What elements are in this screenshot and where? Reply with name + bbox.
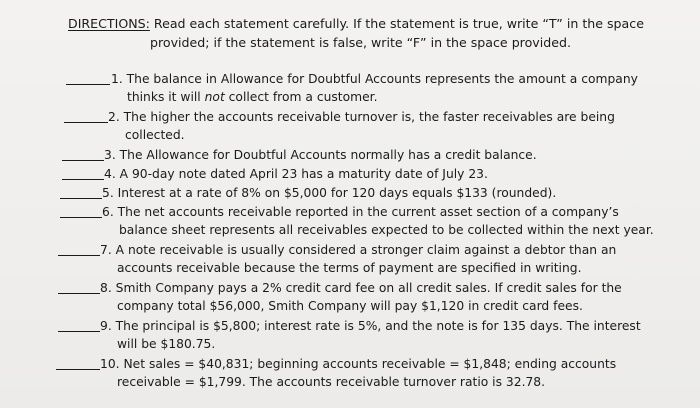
statement-2-line-2: collected. [125, 128, 185, 142]
answer-blank-7[interactable] [58, 255, 100, 256]
statement-number-2: 2. [108, 110, 120, 124]
statement-9-line-1: The principal is $5,800; interest rate is 5%, and the note is for 135 days. The interest [115, 319, 641, 333]
statement-1-line-1: The balance in Allowance for Doubtful Accounts represents the amount a company [126, 72, 638, 86]
emphasis-not: not [204, 90, 225, 104]
statement-number-6: 6. [102, 205, 114, 219]
answer-blank-8[interactable] [58, 293, 100, 294]
answer-blank-3[interactable] [62, 160, 104, 161]
answer-blank-10[interactable] [56, 369, 100, 370]
statement-5-line-1: Interest at a rate of 8% on $5,000 for 120 days equals $133 (rounded). [117, 186, 557, 200]
statement-8-line-1: Smith Company pays a 2% credit card fee on all credit sales. If credit sales for the [115, 281, 622, 295]
answer-blank-9[interactable] [58, 331, 100, 332]
directions-text-1: Read each statement carefully. If the statement is true, write “T” in the space [149, 16, 644, 31]
answer-blank-4[interactable] [62, 179, 104, 180]
statement-8-line-2: company total $56,000, Smith Company will pay $1,120 in credit card fees. [117, 299, 583, 313]
statement-6-line-1: The net accounts receivable reported in the current asset section of a company’s [117, 205, 619, 219]
statement-4-line-1: A 90-day note dated April 23 has a maturity date of July 23. [119, 167, 488, 181]
statement-number-8: 8. [100, 281, 112, 295]
answer-blank-2[interactable] [64, 122, 108, 123]
statement-2-line-1: The higher the accounts receivable turnover is, the faster receivables are being [123, 110, 615, 124]
statement-number-5: 5. [102, 186, 114, 200]
statement-9-line-2: will be $180.75. [117, 337, 216, 351]
directions-line-2: provided; if the statement is false, write “F” in the space provided. [150, 35, 571, 50]
statement-number-3: 3. [104, 148, 116, 162]
statement-number-1: 1. [111, 72, 123, 86]
statement-number-9: 9. [100, 319, 112, 333]
statement-number-4: 4. [104, 167, 116, 181]
statement-number-10: 10. [100, 357, 120, 371]
statement-10-line-1: Net sales = $40,831; beginning accounts receivable = $1,848; ending accounts [123, 357, 617, 371]
statement-10-line-2: receivable = $1,799. The accounts receivable turnover ratio is 32.78. [117, 375, 546, 389]
statement-1-line-2: thinks it will not collect from a customer. [127, 90, 378, 104]
directions-line-1 [68, 14, 668, 33]
statement-3-line-1: The Allowance for Doubtful Accounts normally has a credit balance. [119, 148, 537, 162]
answer-blank-1[interactable] [66, 84, 110, 85]
statement-7-line-1: A note receivable is usually considered a stronger claim against a debtor than an [115, 243, 617, 257]
statement-6-line-2: balance sheet represents all receivables expected to be collected within the next year. [119, 223, 654, 237]
statement-7-line-2: accounts receivable because the terms of payment are specified in writing. [117, 261, 582, 275]
answer-blank-5[interactable] [60, 198, 102, 199]
statement-number-7: 7. [100, 243, 112, 257]
answer-blank-6[interactable] [60, 217, 102, 218]
directions-label: DIRECTIONS: [68, 16, 150, 31]
directions [68, 14, 668, 52]
